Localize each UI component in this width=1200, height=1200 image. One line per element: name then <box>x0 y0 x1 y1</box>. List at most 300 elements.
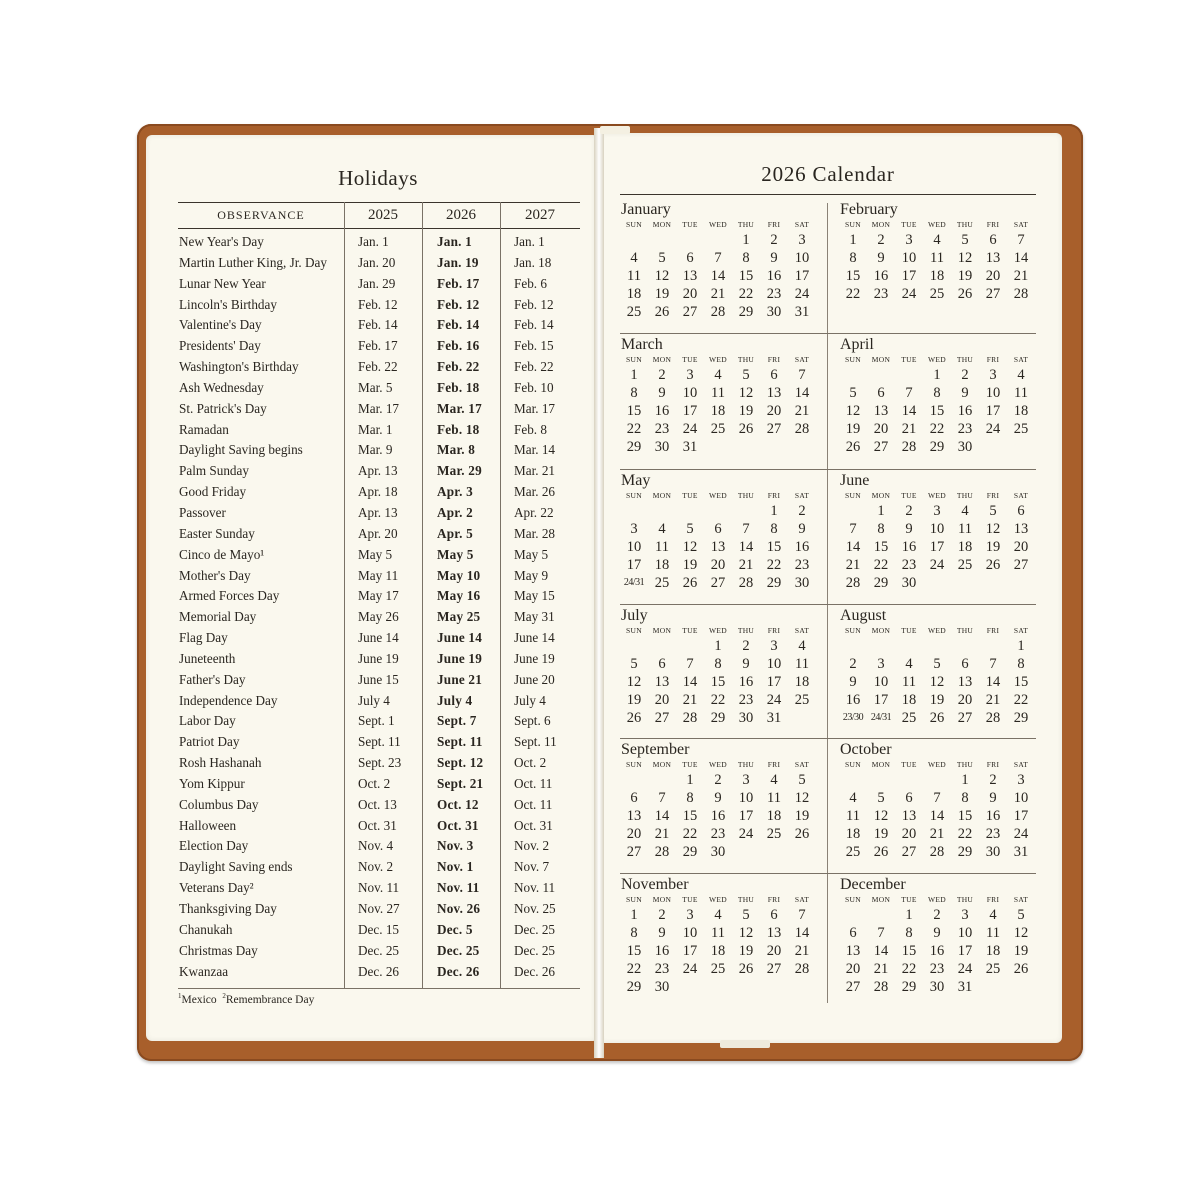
weekday-label: MON <box>871 355 891 364</box>
day-cell: 2 <box>933 907 941 923</box>
day-cell: 25 <box>710 421 726 437</box>
day-cell: 11 <box>711 385 725 401</box>
day-cell: 19 <box>738 403 754 419</box>
day-cell: 21 <box>794 403 810 419</box>
day-cell: 21 <box>1013 268 1029 284</box>
day-cell: 5 <box>933 656 941 672</box>
day-cell: 12 <box>845 403 861 419</box>
day-cell: 12 <box>1013 925 1029 941</box>
weekday-header <box>839 354 1035 366</box>
day-cell: 23 <box>738 692 754 708</box>
day-cell: 2 <box>877 232 885 248</box>
day-cell: 27 <box>766 421 782 437</box>
observance-name: Easter Sunday <box>179 525 255 541</box>
day-cell: 31 <box>766 710 782 726</box>
weekday-label: SUN <box>845 491 861 500</box>
observance-name: Ramadan <box>179 421 229 437</box>
observance-name: Ash Wednesday <box>179 379 264 395</box>
date-2025: Mar. 17 <box>358 400 400 416</box>
day-cell: 14 <box>794 925 810 941</box>
day-cell: 19 <box>654 286 670 302</box>
day-cell: 1 <box>1017 638 1025 654</box>
day-cell: 12 <box>654 268 670 284</box>
date-2026: Sept. 12 <box>437 755 484 771</box>
day-cell: 6 <box>770 907 778 923</box>
date-2026: Jan. 1 <box>437 234 472 249</box>
day-cell: 2 <box>742 638 750 654</box>
weekday-label: THU <box>737 895 755 904</box>
date-2025: Mar. 5 <box>358 379 393 395</box>
day-cell: 10 <box>682 385 698 401</box>
observance-name: Veterans Day² <box>179 880 254 896</box>
weekday-header <box>620 490 816 502</box>
day-cell: 2 <box>798 503 806 519</box>
observance-name: Lincoln's Birthday <box>179 296 277 312</box>
weekday-label: SUN <box>626 760 642 769</box>
weekday-label: SAT <box>794 491 810 500</box>
date-2027: Feb. 6 <box>514 275 547 291</box>
day-cell: 17 <box>682 403 698 419</box>
day-cell <box>895 637 923 655</box>
day-cell: 7 <box>798 367 806 383</box>
date-2027: Sept. 11 <box>514 734 557 750</box>
day-cell: 28 <box>654 844 670 860</box>
date-2026: May 5 <box>437 546 474 562</box>
day-cell: 30 <box>654 979 670 995</box>
weekday-label: WED <box>928 760 946 769</box>
day-cell: 10 <box>929 521 945 537</box>
day-cell: 5 <box>686 521 694 537</box>
footnote-remembrance: Remembrance Day <box>225 993 315 1006</box>
day-cell: 5 <box>1017 907 1025 923</box>
day-cell: 11 <box>930 250 944 266</box>
day-cell: 16 <box>766 268 782 284</box>
date-2027: Dec. 25 <box>514 921 556 937</box>
month-december <box>839 876 1035 996</box>
day-cell: 22 <box>626 961 642 977</box>
date-2026: Nov. 11 <box>437 880 480 896</box>
day-cell <box>676 231 704 249</box>
day-cell: 28 <box>794 961 810 977</box>
day-cell: 7 <box>742 521 750 537</box>
date-2025: Mar. 1 <box>358 421 393 437</box>
date-2027: Mar. 17 <box>514 400 556 416</box>
footnote-mark: 2 <box>222 992 226 1000</box>
day-cell: 8 <box>933 385 941 401</box>
date-2025: Nov. 27 <box>358 901 400 916</box>
day-cell <box>648 231 676 249</box>
holiday-row <box>178 399 580 420</box>
month-name: June <box>840 472 870 489</box>
date-2026: Sept. 11 <box>437 734 483 750</box>
day-cell: 9 <box>877 250 885 266</box>
observance-name: Flag Day <box>179 630 228 646</box>
day-cell: 12 <box>738 385 754 401</box>
holiday-row <box>178 295 580 316</box>
day-cell: 11 <box>627 268 641 284</box>
day-cell: 17 <box>794 268 810 284</box>
day-cell: 22 <box>766 557 782 573</box>
date-2026: May 16 <box>437 588 481 604</box>
footnote-mexico: Mexico <box>181 993 217 1006</box>
day-cell: 2 <box>905 503 913 519</box>
weekday-label: MON <box>652 355 672 364</box>
weekday-label: FRI <box>986 220 1000 229</box>
day-cell: 26 <box>654 304 670 320</box>
day-cell: 20 <box>957 692 973 708</box>
holiday-row <box>178 274 580 295</box>
day-cell: 16 <box>845 692 861 708</box>
date-2027: Feb. 14 <box>514 317 554 333</box>
date-2025: June 15 <box>358 671 399 687</box>
day-cell: 28 <box>845 575 861 591</box>
holiday-row <box>178 357 580 378</box>
day-cell: 20 <box>985 268 1001 284</box>
day-cell: 15 <box>929 403 945 419</box>
day-cell: 18 <box>626 286 642 302</box>
day-cell <box>676 637 704 655</box>
day-grid <box>620 366 816 456</box>
day-cell: 31 <box>1013 844 1029 860</box>
day-cell <box>867 906 895 924</box>
day-cell: 3 <box>686 367 694 383</box>
date-2026: Mar. 8 <box>437 442 476 458</box>
observance-name: Columbus Day <box>179 796 259 812</box>
date-2027: Mar. 14 <box>514 442 556 458</box>
date-2027: June 14 <box>514 630 555 646</box>
month-name: August <box>840 607 887 624</box>
day-cell: 9 <box>989 790 997 806</box>
date-2027: Nov. 7 <box>514 859 550 875</box>
day-cell: 21 <box>794 943 810 959</box>
observance-name: Lunar New Year <box>179 275 266 291</box>
weekday-label: SUN <box>845 355 861 364</box>
day-cell: 14 <box>738 539 754 555</box>
day-cell: 30 <box>654 439 670 455</box>
day-cell: 16 <box>794 539 810 555</box>
month-november <box>620 876 816 996</box>
holiday-row <box>178 336 580 357</box>
day-cell <box>620 231 648 249</box>
holiday-row <box>178 816 580 837</box>
month-name: October <box>840 741 892 758</box>
day-cell: 8 <box>961 790 969 806</box>
day-cell: 25 <box>1013 421 1029 437</box>
day-cell: 14 <box>929 808 945 824</box>
weekday-label: FRI <box>767 355 781 364</box>
day-cell: 15 <box>738 268 754 284</box>
month-row-divider <box>620 333 1036 334</box>
date-2027: Nov. 25 <box>514 901 556 916</box>
day-cell: 6 <box>1017 503 1025 519</box>
day-grid <box>839 366 1035 456</box>
day-cell: 17 <box>1013 808 1029 824</box>
day-cell: 8 <box>686 790 694 806</box>
date-2026: Sept. 7 <box>437 713 477 729</box>
day-cell: 13 <box>682 268 698 284</box>
day-cell: 20 <box>766 943 782 959</box>
day-cell: 1 <box>714 638 722 654</box>
date-2025: Sept. 1 <box>358 713 395 729</box>
day-cell: 22 <box>1013 692 1029 708</box>
date-2025: May 17 <box>358 588 399 604</box>
date-2027: May 5 <box>514 546 549 562</box>
day-cell: 26 <box>626 710 642 726</box>
date-2025: Feb. 12 <box>358 296 398 312</box>
day-cell: 28 <box>901 439 917 455</box>
day-cell: 29 <box>682 844 698 860</box>
day-cell: 23 <box>654 961 670 977</box>
day-cell: 31 <box>794 304 810 320</box>
weekday-label: SAT <box>1013 626 1029 635</box>
date-2027: Oct. 11 <box>514 775 553 791</box>
weekday-label: FRI <box>767 626 781 635</box>
day-cell: 29 <box>1013 710 1029 726</box>
day-grid <box>620 502 816 592</box>
day-cell: 17 <box>682 943 698 959</box>
day-cell: 30 <box>985 844 1001 860</box>
day-cell: 25 <box>985 961 1001 977</box>
day-cell: 2 <box>658 907 666 923</box>
weekday-label: SUN <box>845 626 861 635</box>
holiday-row <box>178 899 580 920</box>
holiday-row <box>178 482 580 503</box>
observance-name: Armed Forces Day <box>179 588 280 604</box>
day-cell: 19 <box>873 826 889 842</box>
weekday-label: SUN <box>845 760 861 769</box>
holiday-row <box>178 440 580 461</box>
day-grid <box>620 231 816 321</box>
observance-name: Labor Day <box>179 713 236 729</box>
day-cell: 29 <box>957 844 973 860</box>
date-2026: Feb. 16 <box>437 338 480 354</box>
date-2025: July 4 <box>358 692 390 708</box>
observance-name: Palm Sunday <box>179 463 249 479</box>
day-cell: 25 <box>901 710 917 726</box>
day-cell: 3 <box>770 638 778 654</box>
date-2027: Nov. 2 <box>514 838 550 854</box>
day-cell: 9 <box>658 925 666 941</box>
observance-name: St. Patrick's Day <box>179 400 267 416</box>
day-cell: 8 <box>877 521 885 537</box>
month-name: December <box>840 876 906 893</box>
date-2025: May 5 <box>358 546 393 562</box>
holidays-footnotes <box>178 992 314 1006</box>
month-august <box>839 607 1035 727</box>
weekday-label: THU <box>956 355 974 364</box>
date-2027: May 31 <box>514 609 555 625</box>
day-cell: 22 <box>845 286 861 302</box>
day-cell: 10 <box>766 656 782 672</box>
day-cell: 3 <box>961 907 969 923</box>
day-cell: 18 <box>985 943 1001 959</box>
day-cell: 9 <box>849 674 857 690</box>
weekday-label: SAT <box>1013 491 1029 500</box>
day-cell: 12 <box>794 790 810 806</box>
day-cell: 20 <box>845 961 861 977</box>
date-2026: Dec. 5 <box>437 921 473 937</box>
observance-name: Rosh Hashanah <box>179 755 262 771</box>
day-cell: 30 <box>710 844 726 860</box>
day-cell: 24 <box>957 961 973 977</box>
date-2025: Apr. 13 <box>358 504 398 520</box>
day-cell: 4 <box>989 907 997 923</box>
weekday-label: THU <box>956 220 974 229</box>
day-cell: 20 <box>766 403 782 419</box>
weekday-header <box>839 894 1035 906</box>
observance-name: New Year's Day <box>179 234 264 249</box>
day-cell: 15 <box>682 808 698 824</box>
holiday-row <box>178 232 580 253</box>
day-cell: 8 <box>849 250 857 266</box>
date-2025: Feb. 22 <box>358 359 398 375</box>
date-2026: Jan. 19 <box>437 254 479 270</box>
observance-name: Valentine's Day <box>179 317 262 333</box>
holiday-row <box>178 378 580 399</box>
date-2025: Oct. 13 <box>358 796 397 812</box>
day-cell: 21 <box>682 692 698 708</box>
day-cell: 23/30 <box>842 712 864 723</box>
date-2026: Mar. 17 <box>437 400 482 416</box>
day-cell: 24 <box>929 557 945 573</box>
date-2027: Feb. 22 <box>514 359 554 375</box>
day-cell: 11 <box>767 790 781 806</box>
date-2026: Feb. 18 <box>437 421 480 437</box>
day-cell: 16 <box>654 943 670 959</box>
day-cell: 20 <box>654 692 670 708</box>
observance-name: Chanukah <box>179 921 233 937</box>
month-july <box>620 607 816 727</box>
month-row-divider <box>620 604 1036 605</box>
weekday-label: FRI <box>986 760 1000 769</box>
day-cell <box>704 231 732 249</box>
day-cell <box>867 366 895 384</box>
month-row-divider <box>620 873 1036 874</box>
day-cell: 1 <box>630 367 638 383</box>
date-2027: May 9 <box>514 567 549 583</box>
day-cell <box>676 502 704 520</box>
day-cell <box>839 906 867 924</box>
date-2026: Apr. 3 <box>437 484 473 500</box>
holiday-row <box>178 753 580 774</box>
date-2027: Sept. 6 <box>514 713 551 729</box>
calendar-title: 2026 Calendar <box>761 162 895 186</box>
holiday-row <box>178 461 580 482</box>
day-cell: 17 <box>929 539 945 555</box>
day-cell: 24/31 <box>870 712 892 723</box>
weekday-header <box>839 625 1035 637</box>
day-cell: 14 <box>845 539 861 555</box>
weekday-label: SUN <box>626 626 642 635</box>
date-2027: Dec. 26 <box>514 963 556 979</box>
date-2026: Nov. 3 <box>437 838 474 854</box>
day-cell: 29 <box>738 304 754 320</box>
date-2025: Oct. 2 <box>358 775 391 791</box>
holiday-row <box>178 795 580 816</box>
day-cell: 6 <box>989 232 997 248</box>
date-2025: Jan. 20 <box>358 254 396 270</box>
calendar-center-divider <box>827 203 828 1003</box>
day-cell: 30 <box>957 439 973 455</box>
holiday-row <box>178 857 580 878</box>
weekday-label: TUE <box>901 220 917 229</box>
day-cell: 13 <box>873 403 889 419</box>
day-cell: 7 <box>877 925 885 941</box>
day-cell: 16 <box>654 403 670 419</box>
date-2027: Mar. 28 <box>514 525 556 541</box>
day-cell: 10 <box>626 539 642 555</box>
weekday-label: THU <box>956 491 974 500</box>
day-cell: 12 <box>985 521 1001 537</box>
day-cell: 10 <box>873 674 889 690</box>
day-cell: 24 <box>794 286 810 302</box>
date-2025: Oct. 31 <box>358 817 397 833</box>
day-cell <box>648 637 676 655</box>
observance-name: Cinco de Mayo¹ <box>179 546 265 562</box>
day-cell: 16 <box>929 943 945 959</box>
day-cell: 28 <box>682 710 698 726</box>
weekday-header <box>620 354 816 366</box>
day-cell <box>839 366 867 384</box>
weekday-label: THU <box>956 895 974 904</box>
date-2027: Feb. 8 <box>514 421 547 437</box>
day-cell: 17 <box>901 268 917 284</box>
day-cell: 19 <box>1013 943 1029 959</box>
day-cell: 19 <box>985 539 1001 555</box>
month-name: March <box>621 336 663 353</box>
day-cell: 8 <box>630 385 638 401</box>
day-cell: 11 <box>986 925 1000 941</box>
day-cell: 30 <box>794 575 810 591</box>
day-cell: 19 <box>957 268 973 284</box>
weekday-label: FRI <box>767 220 781 229</box>
day-cell: 1 <box>630 907 638 923</box>
day-cell <box>620 502 648 520</box>
month-june <box>839 472 1035 592</box>
weekday-label: SUN <box>626 220 642 229</box>
holidays-rows <box>178 232 580 982</box>
day-cell: 11 <box>711 925 725 941</box>
date-2025: Nov. 11 <box>358 880 400 896</box>
day-cell: 13 <box>766 385 782 401</box>
date-2026: Nov. 26 <box>437 901 481 916</box>
date-2027: Feb. 10 <box>514 379 554 395</box>
date-2025: June 14 <box>358 630 399 646</box>
day-cell: 14 <box>901 403 917 419</box>
weekday-label: THU <box>956 626 974 635</box>
day-cell <box>923 771 951 789</box>
table-bottom-rule <box>178 988 580 989</box>
date-2025: Jan. 1 <box>358 234 389 249</box>
day-grid <box>839 231 1035 303</box>
date-2026: Feb. 12 <box>437 296 480 312</box>
day-cell: 28 <box>929 844 945 860</box>
day-cell: 17 <box>985 403 1001 419</box>
month-row-divider <box>620 738 1036 739</box>
day-cell: 17 <box>957 943 973 959</box>
date-2026: June 14 <box>437 630 482 646</box>
day-cell: 22 <box>738 286 754 302</box>
header-year-2026: 2026 <box>446 206 476 223</box>
observance-name: Passover <box>179 504 226 520</box>
day-cell: 27 <box>626 844 642 860</box>
day-cell <box>620 637 648 655</box>
day-cell <box>867 637 895 655</box>
day-cell: 12 <box>682 539 698 555</box>
weekday-label: SUN <box>626 895 642 904</box>
weekday-label: SUN <box>626 491 642 500</box>
day-cell: 19 <box>682 557 698 573</box>
